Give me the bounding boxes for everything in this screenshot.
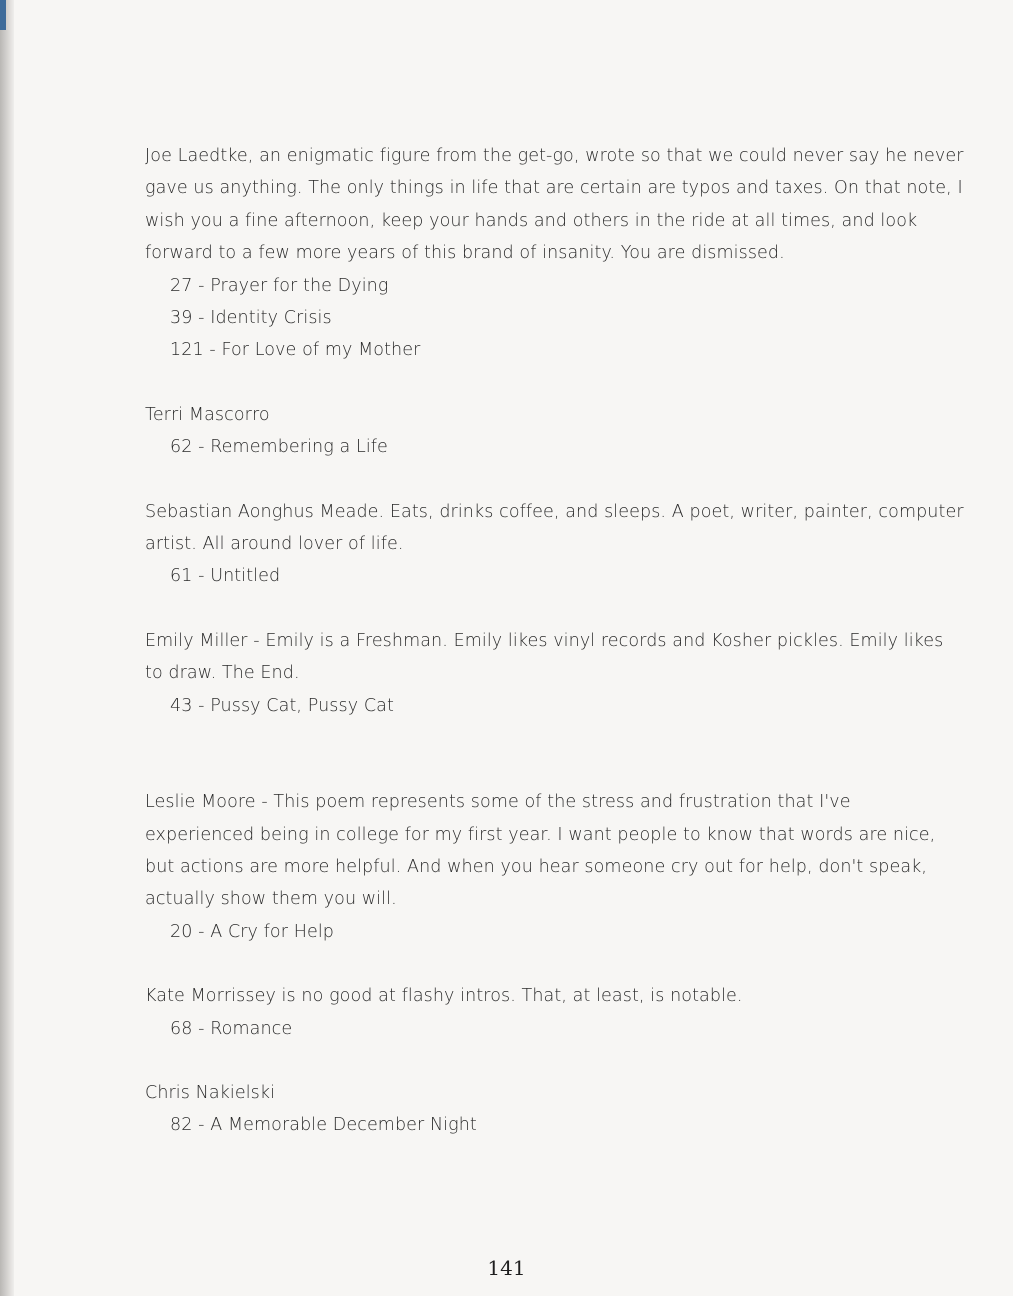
- contributor-bio: Chris Nakielski: [145, 1082, 276, 1103]
- contributor-entry-meade: [145, 496, 965, 593]
- contributor-bio: Emily Miller - Emily is a Freshman. Emily likes vinyl records and Kosher pickles. Emily likes to draw. The End.: [145, 630, 944, 684]
- contributor-entry-laedtke: [145, 140, 965, 367]
- book-binding-shadow: [0, 0, 14, 1296]
- page-number: 141: [487, 1256, 526, 1280]
- contributor-bio: Kate Morrissey is no good at flashy intros. That, at least, is notable.: [145, 986, 743, 1007]
- work-listing: 39 - Identity Crisis: [170, 308, 332, 329]
- work-listing: 61 - Untitled: [170, 566, 281, 587]
- contributor-entry-moore: [145, 786, 965, 948]
- work-listing: 27 - Prayer for the Dying: [170, 275, 389, 296]
- work-listing: 62 - Remembering a Life: [170, 437, 388, 458]
- work-listing: 82 - A Memorable December Night: [170, 1115, 477, 1136]
- contributor-entry-miller: [145, 625, 965, 722]
- work-listing: 20 - A Cry for Help: [170, 921, 334, 942]
- contributor-entry-mascorro: [145, 399, 965, 464]
- contributor-bio: Joe Laedtke, an enigmatic figure from the get-go, wrote so that we could never say he never gave us anything. The only things in life that are certain are typos and taxes. On that note, I wish you a fine afternoon, keep your hands and others in the ride at all times, and look forward to a few more years of this brand of insanity. You are dismissed.: [145, 146, 964, 264]
- contributor-entry-nakielski: [145, 1077, 965, 1142]
- contributor-notes: [145, 140, 965, 1142]
- contributor-bio: Leslie Moore - This poem represents some of the stress and frustration that I've experienced being in college for my first year. I want people to know that words are nice, but actions are more helpful. And when you hear someone cry out for help, don't speak, actually show them you will.: [145, 792, 936, 910]
- work-listing: 68 - Romance: [170, 1018, 293, 1039]
- contributor-bio: Terri Mascorro: [145, 404, 270, 425]
- work-listing: 43 - Pussy Cat, Pussy Cat: [170, 695, 394, 716]
- contributor-bio: Sebastian Aonghus Meade. Eats, drinks coffee, and sleeps. A poet, writer, painter, computer artist. All around lover of life.: [145, 501, 964, 555]
- work-listing: 121 - For Love of my Mother: [170, 340, 421, 361]
- binding-edge-mark: [0, 0, 6, 30]
- contributor-entry-morrissey: [145, 980, 965, 1045]
